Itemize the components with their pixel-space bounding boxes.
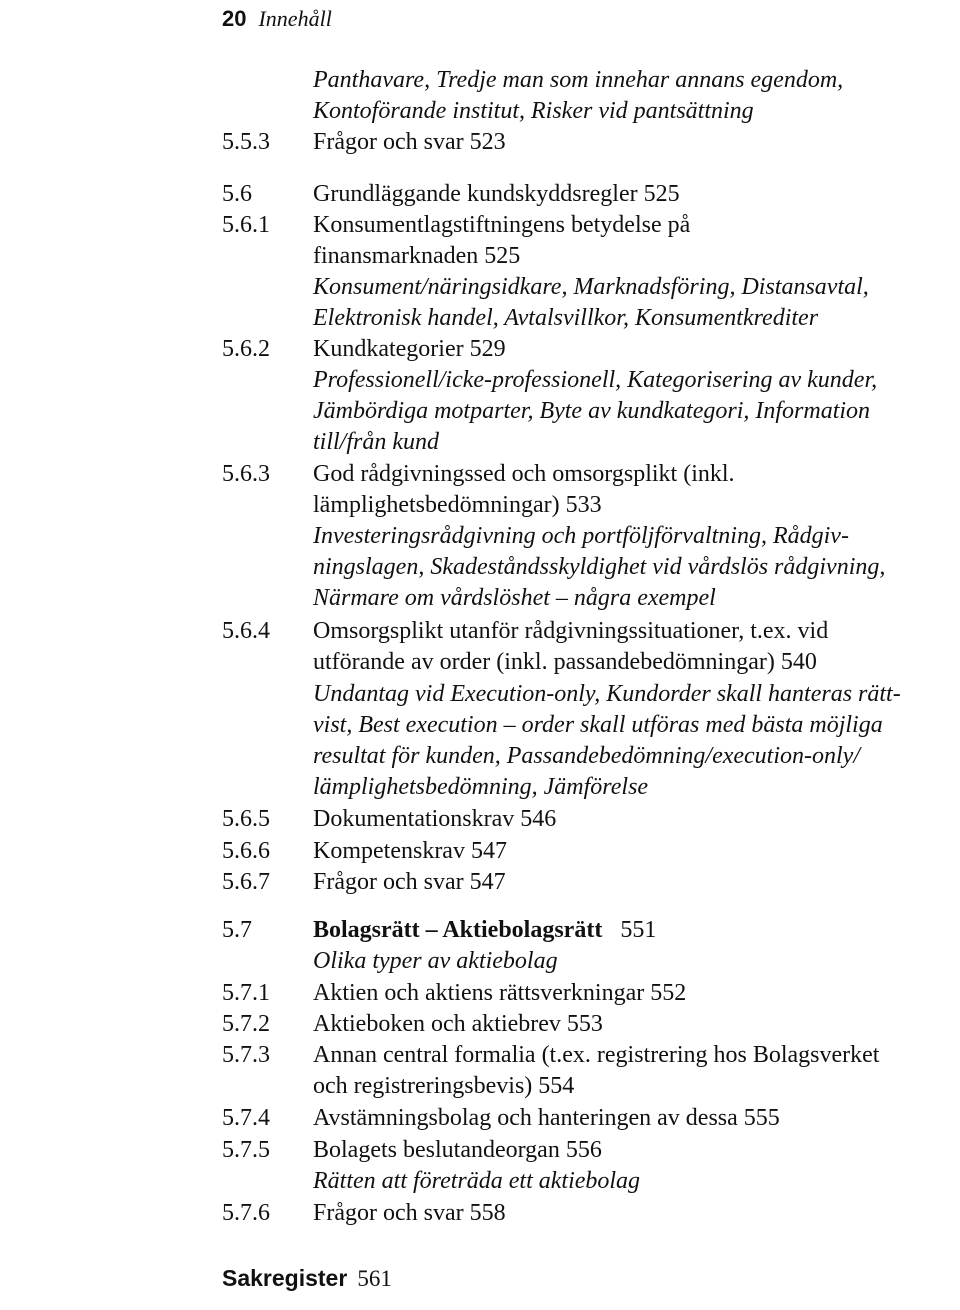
toc-subtopics: lämplighetsbedömning, Jämförelse: [313, 774, 649, 800]
toc-entry: utförande av order (inkl. passandebedömningar) 540: [313, 649, 817, 675]
toc-number: 5.6.2: [222, 336, 270, 362]
toc-number: 5.6.3: [222, 461, 270, 487]
toc-subtopics: Investeringsrådgivning och portföljförvaltning, Rådgiv-: [313, 523, 849, 549]
toc-section-title: Grundläggande kundskyddsregler 525: [313, 181, 680, 207]
toc-entry: Kundkategorier 529: [313, 336, 506, 362]
toc-entry: Frågor och svar 523: [313, 129, 506, 155]
toc-subtopics: Jämbördiga motparter, Byte av kundkategori, Information: [313, 398, 871, 424]
toc-subtopics: resultat för kunden, Passandebedömning/execution-only/: [313, 743, 860, 769]
toc-entry: Aktieboken och aktiebrev 553: [313, 1011, 603, 1037]
toc-number: 5.6.5: [222, 806, 270, 832]
toc-entry: och registreringsbevis) 554: [313, 1073, 575, 1099]
toc-entry: finansmarknaden 525: [313, 243, 521, 269]
toc-subtopics: till/från kund: [313, 429, 439, 455]
toc-section-number: 5.7: [222, 917, 252, 943]
toc-subtopics: Undantag vid Execution-only, Kundorder skall hanteras rätt-: [313, 681, 901, 707]
toc-entry: lämplighetsbedömningar) 533: [313, 492, 602, 518]
toc-number: 5.6.1: [222, 212, 270, 238]
toc-subtopics: Professionell/icke-professionell, Kategorisering av kunder,: [313, 367, 878, 393]
toc-section-page: 551: [620, 917, 657, 943]
toc-subtopics: Olika typer av aktiebolag: [313, 948, 558, 974]
header-title: Innehåll: [258, 6, 332, 31]
page-number: 20: [222, 6, 247, 31]
toc-number: 5.5.3: [222, 129, 270, 155]
toc-section-title: [313, 914, 656, 946]
toc-number: 5.6.7: [222, 869, 270, 895]
toc-number: 5.7.5: [222, 1137, 270, 1163]
toc-entry: Frågor och svar 558: [313, 1200, 506, 1226]
toc-number: 5.6.6: [222, 838, 270, 864]
toc-section-label: Bolagsrätt – Aktiebolagsrätt: [313, 917, 603, 943]
toc-subtopics: vist, Best execution – order skall utföras med bästa möjliga: [313, 712, 883, 738]
toc-subtopics: Rätten att företräda ett aktiebolag: [313, 1168, 641, 1194]
toc-entry: Avstämningsbolag och hanteringen av dessa 555: [313, 1105, 780, 1131]
toc-number: 5.6.4: [222, 618, 270, 644]
index-entry: [222, 1262, 392, 1295]
toc-entry: Omsorgsplikt utanför rådgivningssituationer, t.ex. vid: [313, 618, 829, 644]
toc-entry: Aktien och aktiens rättsverkningar 552: [313, 980, 687, 1006]
index-label: Sakregister: [222, 1265, 348, 1291]
toc-entry: Frågor och svar 547: [313, 869, 506, 895]
toc-number: 5.7.3: [222, 1042, 270, 1068]
toc-subtopics: Konsument/näringsidkare, Marknadsföring, Distansavtal,: [313, 274, 869, 300]
toc-section-number: 5.6: [222, 181, 252, 207]
toc-subtopics: Panthavare, Tredje man som innehar annans egendom,: [313, 67, 844, 93]
toc-entry: God rådgivningssed och omsorgsplikt (inkl.: [313, 461, 735, 487]
toc-subtopics: Närmare om vårdslöshet – några exempel: [313, 585, 716, 611]
toc-number: 5.7.2: [222, 1011, 270, 1037]
running-header: [222, 4, 332, 34]
toc-entry: Dokumentationskrav 546: [313, 806, 557, 832]
toc-entry: Kompetenskrav 547: [313, 838, 507, 864]
toc-entry: Bolagets beslutandeorgan 556: [313, 1137, 602, 1163]
toc-subtopics: Kontoförande institut, Risker vid pantsättning: [313, 98, 754, 124]
toc-subtopics: ningslagen, Skadeståndsskyldighet vid vårdslös rådgivning,: [313, 554, 886, 580]
toc-number: 5.7.1: [222, 980, 270, 1006]
index-page: 561: [357, 1266, 392, 1291]
toc-entry: Annan central formalia (t.ex. registrering hos Bolagsverket: [313, 1042, 880, 1068]
toc-subtopics: Elektronisk handel, Avtalsvillkor, Konsumentkrediter: [313, 305, 819, 331]
toc-number: 5.7.4: [222, 1105, 270, 1131]
toc-number: 5.7.6: [222, 1200, 270, 1226]
toc-entry: Konsumentlagstiftningens betydelse på: [313, 212, 691, 238]
